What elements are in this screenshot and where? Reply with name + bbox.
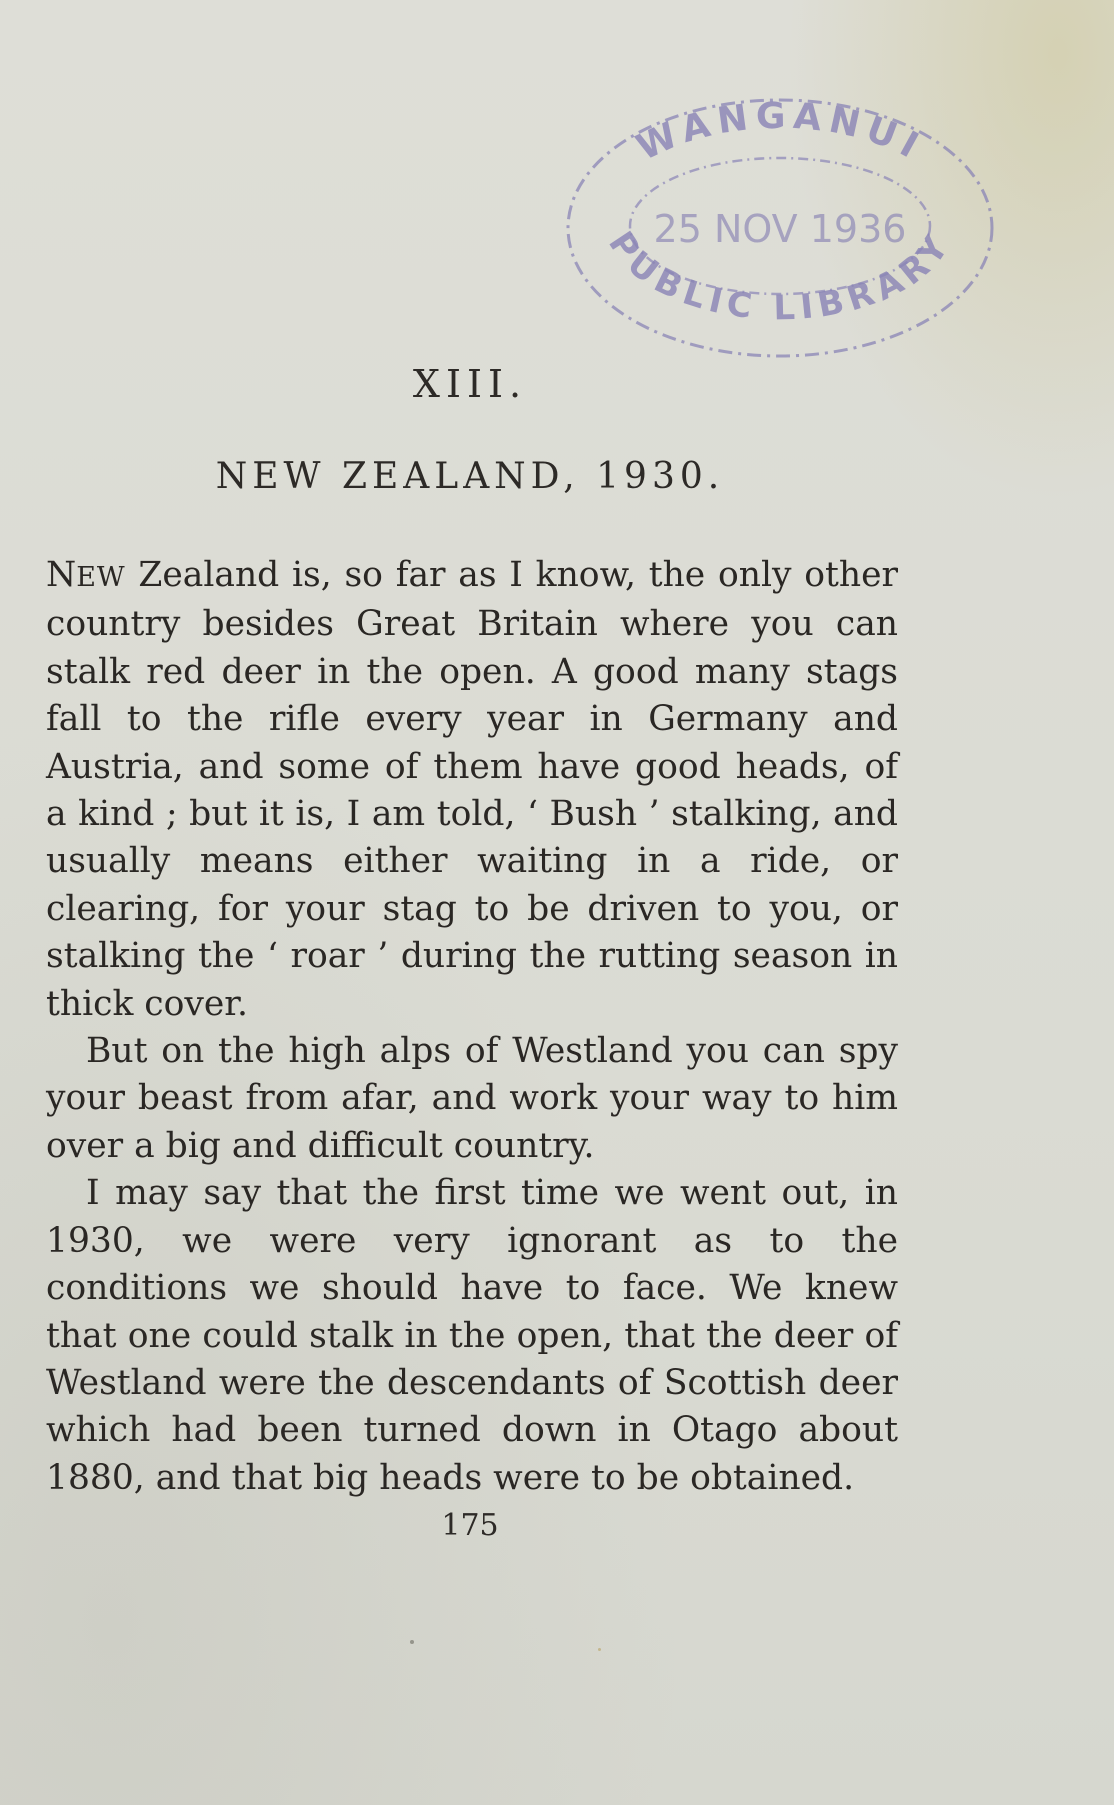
stamp-date: 25 NOV 1936 <box>653 207 907 251</box>
paragraph-1-smallcaps: EW <box>76 562 126 593</box>
paper-speck <box>598 1648 601 1651</box>
paper-speck <box>410 1640 414 1644</box>
chapter-title: NEW ZEALAND, 1930. <box>215 456 725 497</box>
library-stamp <box>540 78 1020 378</box>
chapter-number: XIII. <box>412 362 528 406</box>
stamp-bottom-text: PUBLIC LIBRARY <box>600 224 960 329</box>
paragraph-1-text: Zealand is, so far as I know, the only other country besides Great Britain where you can stalk red deer in the open. A good many stags fall to the rifle every year in Germany and Austria, and some of them have good heads, of a kind ; but it is, I am told, ‘ Bush ’ stalking, and usually means either waiting in a ride, or clearing, for your stag to be driven to you, or stalking the ‘ roar ’ during the rutting season in thick cover. <box>46 555 898 1024</box>
paragraph-2: But on the high alps of Westland you can spy your beast from afar, and work your way to him over a big and difficult country. <box>46 1031 898 1166</box>
stamp-top-text: WANGANUI <box>630 95 931 170</box>
paragraph-1-initial: N <box>46 555 77 595</box>
paragraph-1 <box>46 552 898 1028</box>
paragraph-3: I may say that the first time we went out, in 1930, we were very ignorant as to the conditions we should have to face. We knew that one could stalk in the open, that the deer of Westland were the descendants of Scottish deer which had been turned down in Otago about 1880, and that big heads were to be obtained. <box>46 1173 898 1498</box>
body-text <box>46 552 898 1502</box>
page-number: 175 <box>441 1508 499 1543</box>
